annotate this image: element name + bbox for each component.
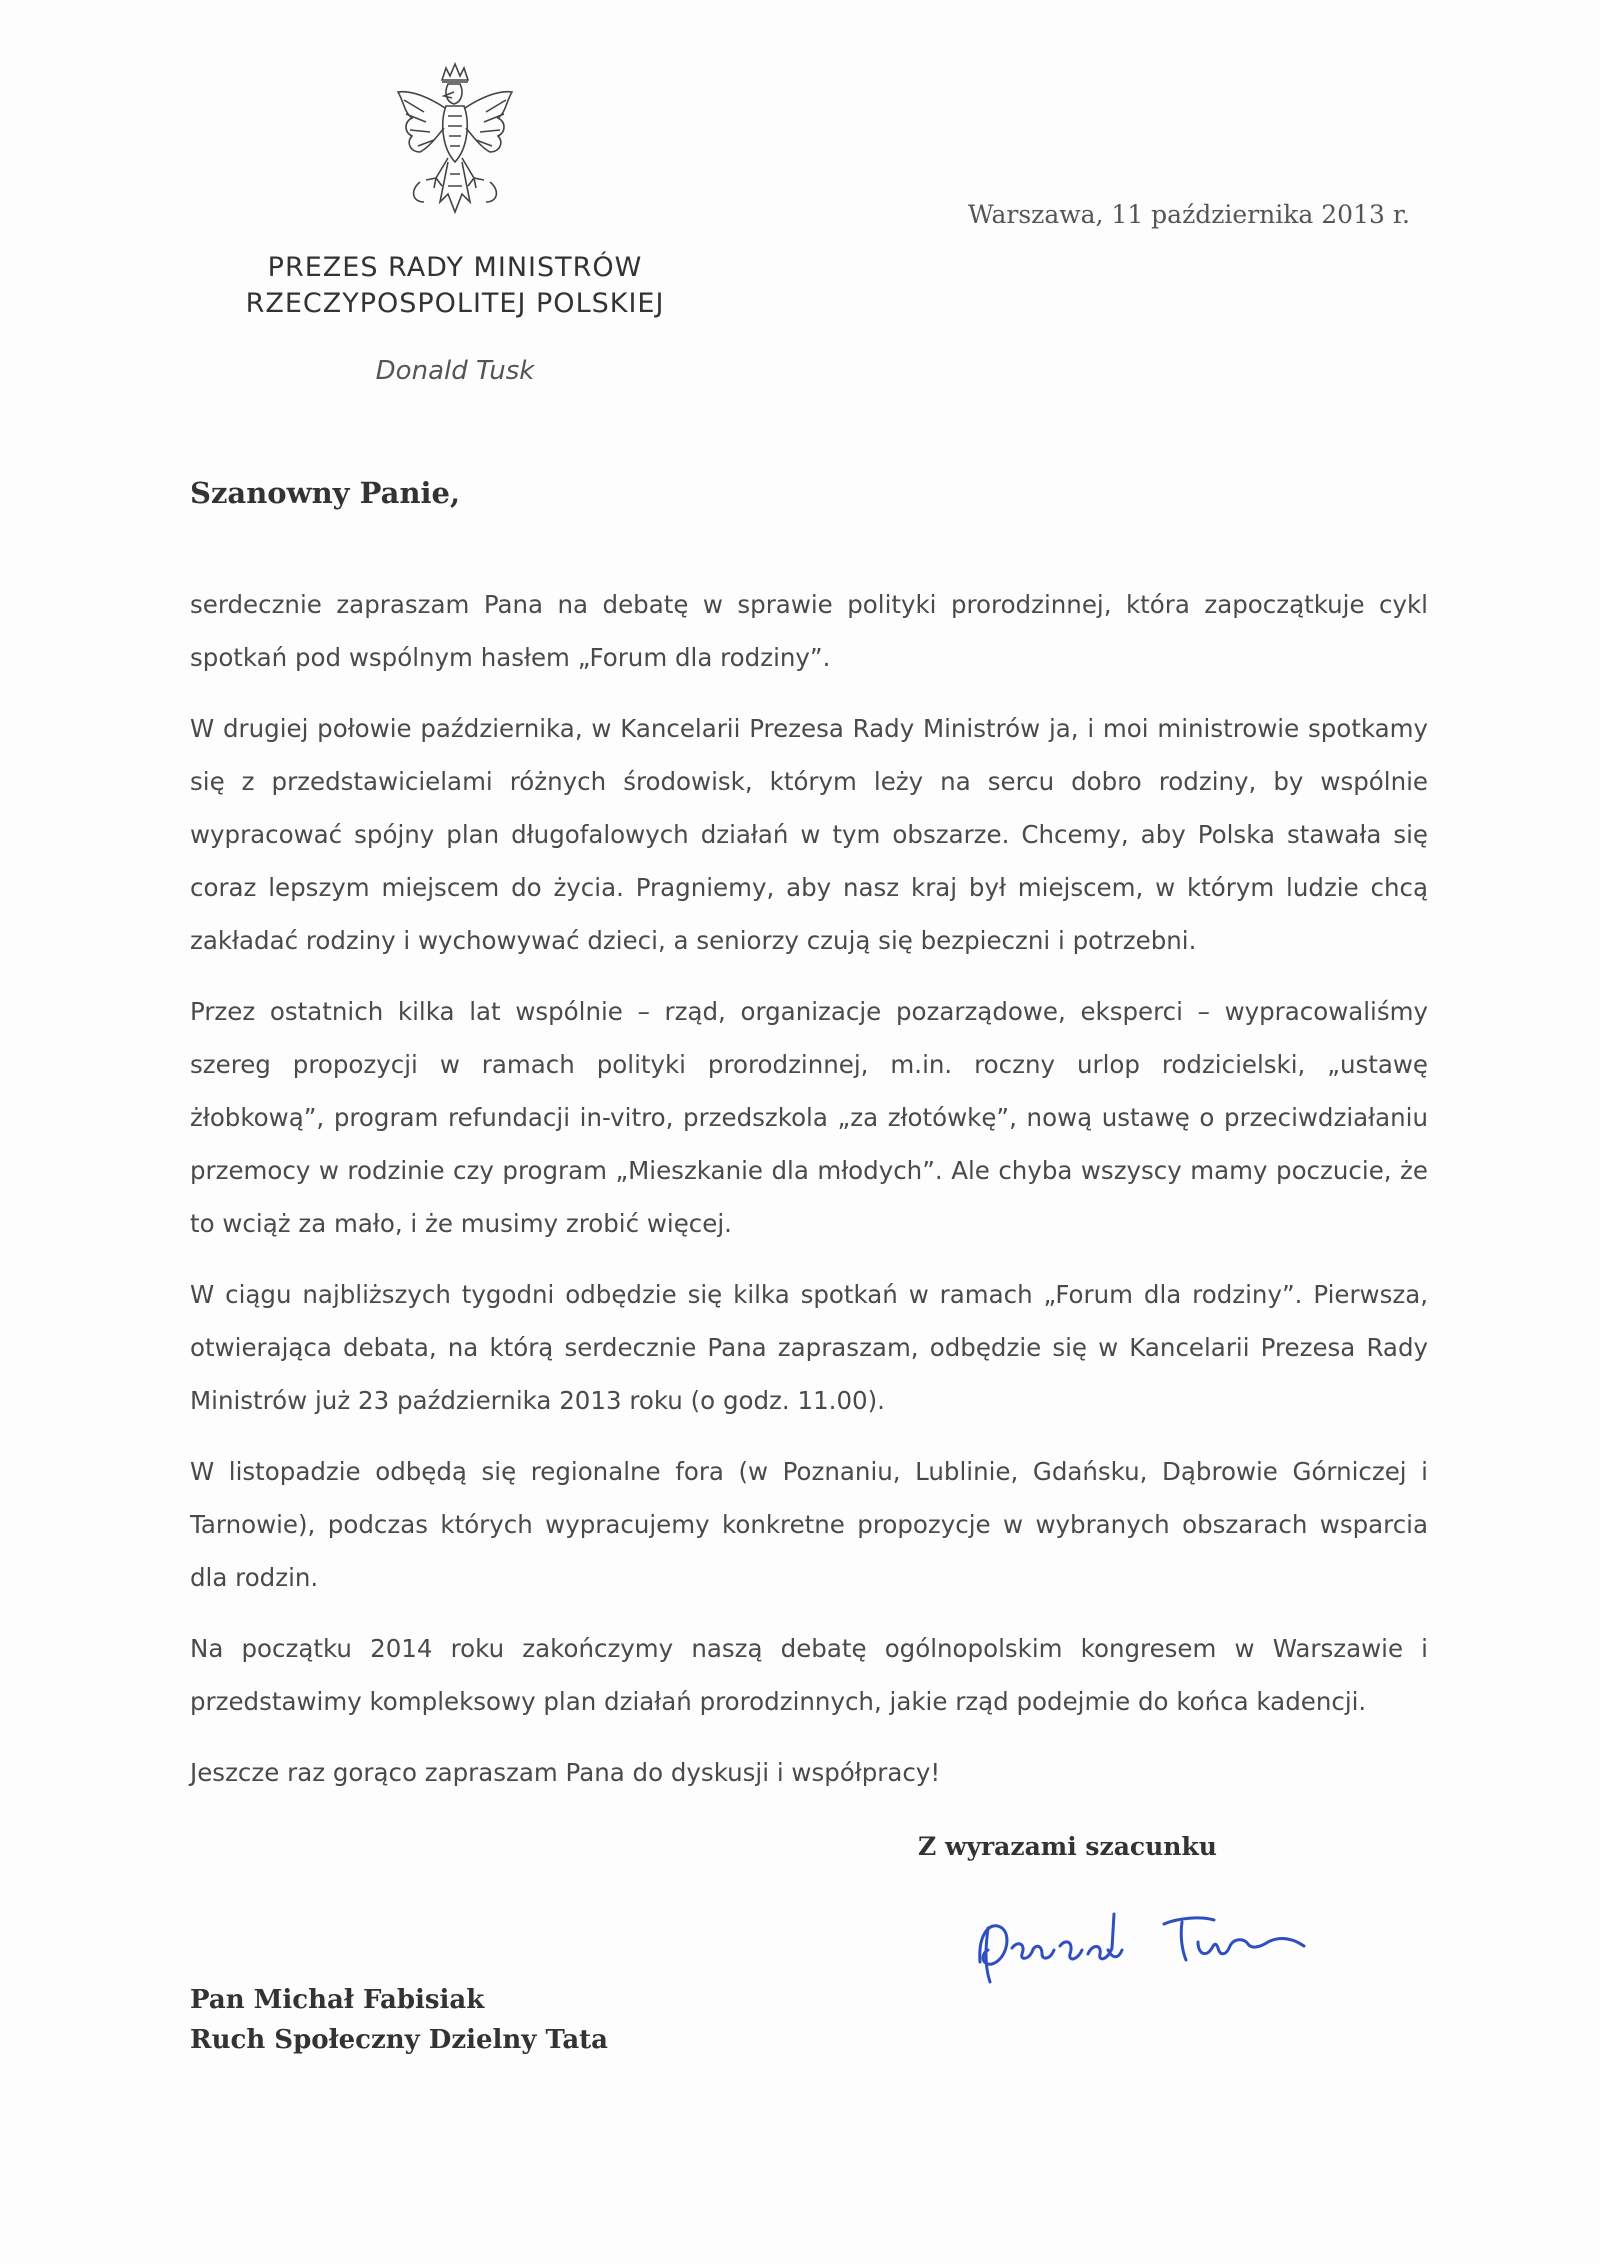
paragraph-7: Jeszcze raz gorąco zapraszam Pana do dyskusji i współpracy! [190, 1758, 941, 1787]
sender-name: Donald Tusk [375, 356, 535, 386]
eagle-emblem-icon [390, 62, 520, 232]
signature-icon [968, 1884, 1348, 1994]
office-title-line2: RZECZYPOSPOLITEJ POLSKIEJ [245, 288, 665, 319]
salutation: Szanowny Panie, [190, 476, 461, 510]
paragraph-1: serdecznie zapraszam Pana na debatę w sprawie polityki prorodzinnej, która zapoczątkuje cykl spotkań pod wspólnym hasłem „Forum dla rodziny”. [190, 590, 1428, 672]
closing-phrase: Z wyrazami szacunku [918, 1832, 1217, 1861]
recipient-name: Pan Michał Fabisiak [190, 1985, 485, 2015]
letter-body [190, 578, 1428, 1817]
date-line: Warszawa, 11 października 2013 r. [967, 200, 1410, 229]
recipient-organization: Ruch Społeczny Dzielny Tata [190, 2025, 609, 2055]
recipient-block [190, 1980, 608, 2060]
paragraph-5: W listopadzie odbędą się regionalne fora (w Poznaniu, Lublinie, Gdańsku, Dąbrowie Górniczej i Tarnowie), podczas których wypracujemy konkretne propozycje w wybranych obszarach wsparcia dla rodzin. [190, 1457, 1428, 1592]
office-title-line1: PREZES RADY MINISTRÓW [267, 252, 643, 283]
paragraph-2: W drugiej połowie października, w Kancelarii Prezesa Rady Ministrów ja, i moi ministrowie spotkamy się z przedstawicielami różnych środowisk, którym leży na sercu dobro rodziny, by wspólnie wypracować spójny plan długofalowych działań w tym obszarze. Chcemy, aby Polska stawała się coraz lepszym miejscem do życia. Pragniemy, aby nasz kraj był miejscem, w którym ludzie chcą zakładać rodziny i wychowywać dzieci, a seniorzy czują się bezpieczni i potrzebni. [190, 714, 1428, 955]
paragraph-6: Na początku 2014 roku zakończymy naszą debatę ogólnopolskim kongresem w Warszawie i przedstawimy kompleksowy plan działań prorodzinnych, jakie rząd podejmie do końca kadencji. [190, 1634, 1428, 1716]
paragraph-4: W ciągu najbliższych tygodni odbędzie się kilka spotkań w ramach „Forum dla rodziny”. Pierwsza, otwierająca debata, na którą serdecznie Pana zapraszam, odbędzie się w Kancelarii Prezesa Rady Ministrów już 23 października 2013 roku (o godz. 11.00). [190, 1280, 1428, 1415]
office-title [200, 250, 710, 322]
paragraph-3: Przez ostatnich kilka lat wspólnie – rząd, organizacje pozarządowe, eksperci – wypracowaliśmy szereg propozycji w ramach polityki prorodzinnej, m.in. roczny urlop rodzicielski, „ustawę żłobkową”, program refundacji in-vitro, przedszkola „za złotówkę”, nową ustawę o przeciwdziałaniu przemocy w rodzinie czy program „Mieszkanie dla młodych”. Ale chyba wszyscy mamy poczucie, że to wciąż za mało, i że musimy zrobić więcej. [190, 997, 1428, 1238]
